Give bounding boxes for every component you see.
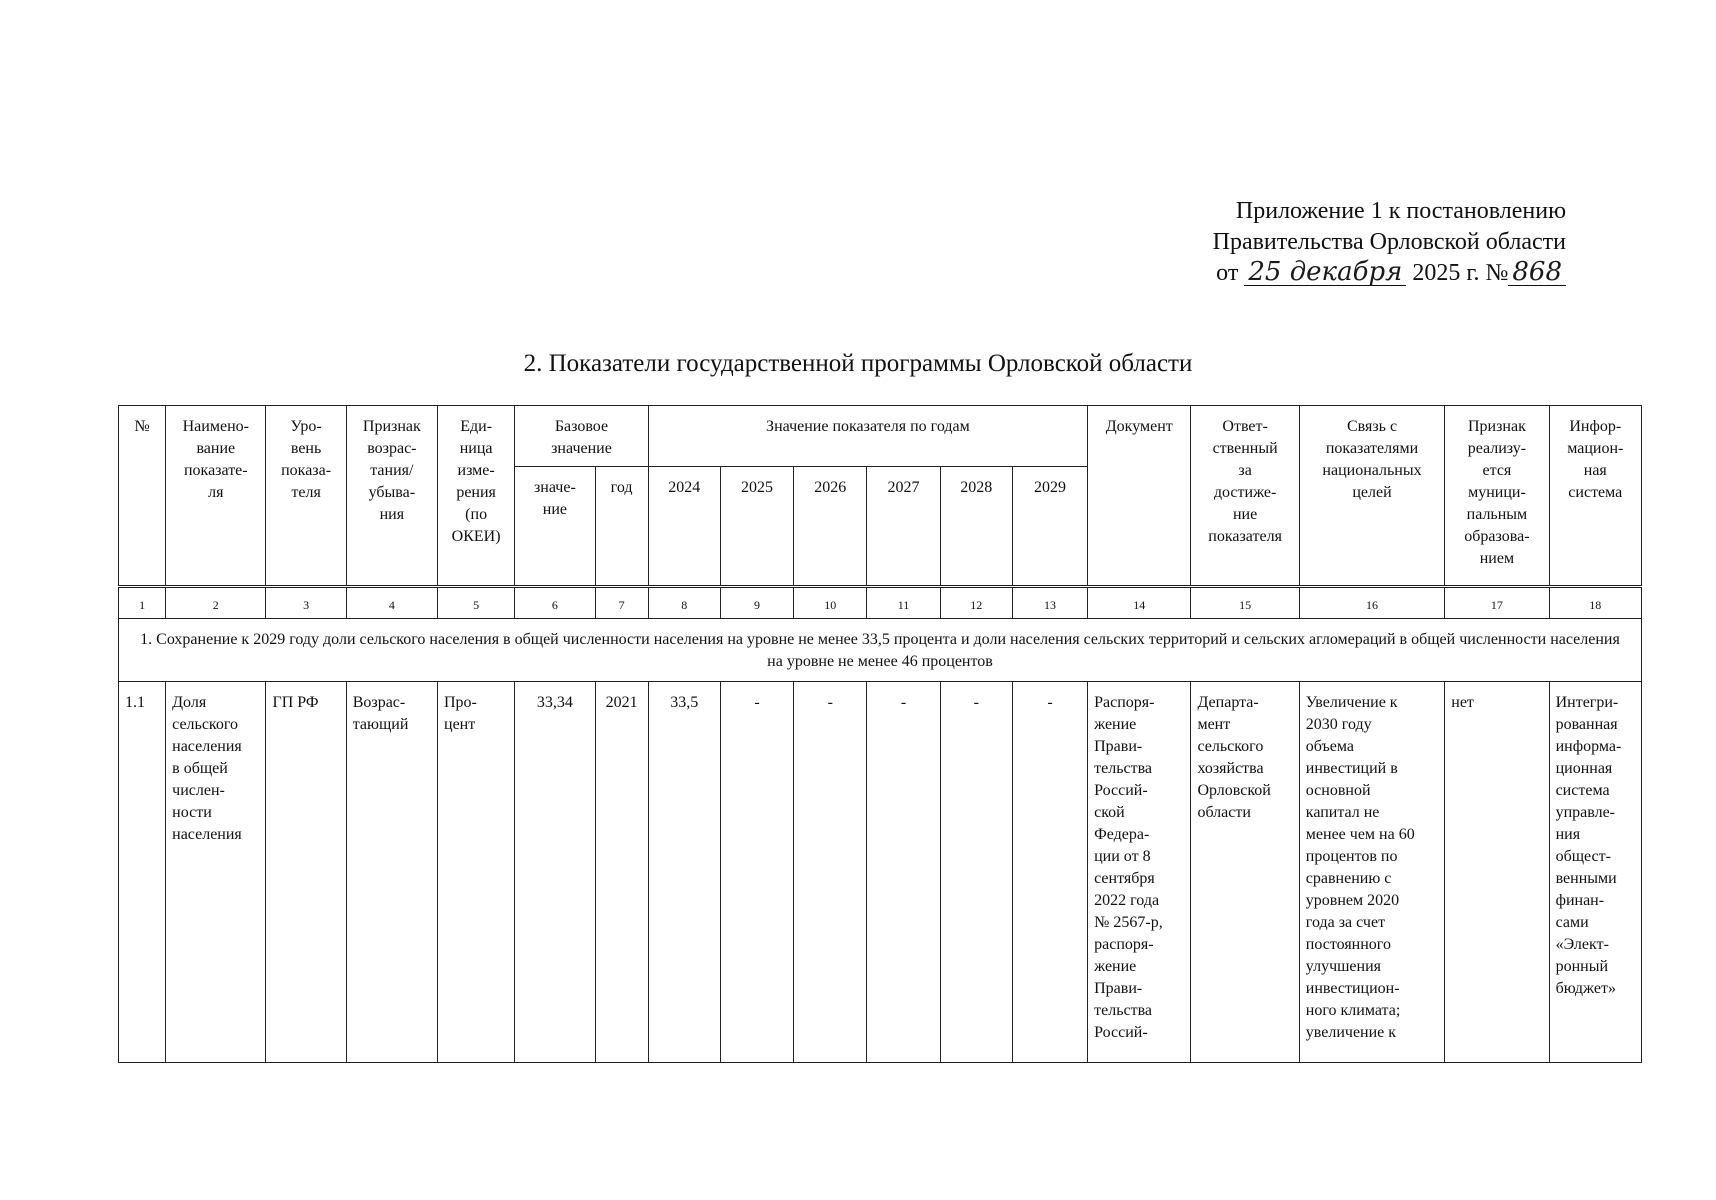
row-national-goals: Увеличение к 2030 году объема инвестиций в основной капитал не менее чем на 60 процентов по сравнению с уровнем 2020 года за счет постоянного улучшения инвестицион- ного климата; увеличение к [1299, 682, 1444, 1063]
column-number-row [119, 587, 1642, 619]
appendix-year-label: 2025 г. № [1412, 260, 1509, 286]
column-number: 1 [119, 587, 166, 619]
header-year-2025: 2025 [720, 467, 793, 587]
column-number: 10 [794, 587, 867, 619]
header-level: Уро- вень показа- теля [266, 406, 346, 587]
header-row-1 [119, 406, 1642, 467]
row-value-2029: - [1012, 682, 1087, 1063]
header-name: Наимено- вание показате- ля [166, 406, 266, 587]
column-number: 13 [1012, 587, 1087, 619]
row-municipal: нет [1445, 682, 1549, 1063]
header-year-2027: 2027 [867, 467, 940, 587]
appendix-line-1: Приложение 1 к постановлению [1235, 198, 1566, 224]
row-value-2027: - [867, 682, 940, 1063]
header-years-group: Значение показателя по годам [648, 406, 1087, 467]
column-number: 9 [720, 587, 793, 619]
row-trend: Возрас- тающий [346, 682, 437, 1063]
row-value-2028: - [940, 682, 1012, 1063]
column-number: 12 [940, 587, 1012, 619]
row-base-value: 33,34 [515, 682, 595, 1063]
header-municipal: Признак реализу- ется муници- пальным образова- нием [1445, 406, 1549, 587]
appendix-line-3 [1146, 258, 1566, 289]
column-number: 18 [1549, 587, 1641, 619]
column-number: 15 [1191, 587, 1299, 619]
column-number: 11 [867, 587, 940, 619]
header-unit: Еди- ница изме- рения (по ОКЕИ) [438, 406, 515, 587]
column-number: 14 [1088, 587, 1191, 619]
column-number: 6 [515, 587, 595, 619]
row-document: Распоря- жение Прави- тельства Россий- ской Федера- ции от 8 сентября 2022 года № 2567-р, распоря- жение Прави- тельства Россий- [1088, 682, 1191, 1063]
section-row [119, 619, 1642, 682]
section-title: 1. Сохранение к 2029 году доли сельского населения в общей численности населения на уровне не менее 33,5 процента и доли населения сельских территорий и сельских агломераций в общей численности населения на уровне не менее 46 процентов [119, 619, 1642, 682]
row-no: 1.1 [119, 682, 166, 1063]
row-base-year: 2021 [595, 682, 648, 1063]
handwritten-date: 25 декабря [1244, 259, 1406, 286]
header-year-2029: 2029 [1012, 467, 1087, 587]
row-name: Доля сельского населения в общей числен- ности населения [166, 682, 266, 1063]
column-number: 4 [346, 587, 437, 619]
document-title: 2. Показатели государственной программы Орловской области [523, 350, 1193, 377]
header-year-2024: 2024 [648, 467, 720, 587]
header-national-goals: Связь с показателями национальных целей [1299, 406, 1444, 587]
column-number: 2 [166, 587, 266, 619]
row-value-2024: 33,5 [648, 682, 720, 1063]
indicators-table [118, 405, 1642, 1063]
appendix-block [1146, 196, 1566, 289]
header-year-2028: 2028 [940, 467, 1012, 587]
header-base-group: Базовое значение [515, 406, 648, 467]
row-unit: Про- цент [438, 682, 515, 1063]
row-info-system: Интегри- рованная информа- ционная система управле- ния общест- венными финан- сами «Элект- ронный бюджет» [1549, 682, 1641, 1063]
header-year-2026: 2026 [794, 467, 867, 587]
table-row [119, 682, 1642, 1063]
column-number: 17 [1445, 587, 1549, 619]
row-responsible: Департа- мент сельского хозяйства Орловской области [1191, 682, 1299, 1063]
column-number: 8 [648, 587, 720, 619]
header-no: № [119, 406, 166, 587]
column-number: 3 [266, 587, 346, 619]
header-base-year: год [595, 467, 648, 587]
column-number: 7 [595, 587, 648, 619]
row-value-2026: - [794, 682, 867, 1063]
header-trend: Признак возрас- тания/ убыва- ния [346, 406, 437, 587]
column-number: 5 [438, 587, 515, 619]
header-responsible: Ответ- ственный за достиже- ние показателя [1191, 406, 1299, 587]
header-info-system: Инфор- мацион- ная система [1549, 406, 1641, 587]
header-document: Документ [1088, 406, 1191, 587]
column-number: 16 [1299, 587, 1444, 619]
appendix-line-2: Правительства Орловской области [1212, 229, 1566, 255]
appendix-from-label: от [1216, 260, 1239, 286]
row-level: ГП РФ [266, 682, 346, 1063]
row-value-2025: - [720, 682, 793, 1063]
header-base-value: значе- ние [515, 467, 595, 587]
handwritten-number: 868 [1508, 259, 1566, 286]
